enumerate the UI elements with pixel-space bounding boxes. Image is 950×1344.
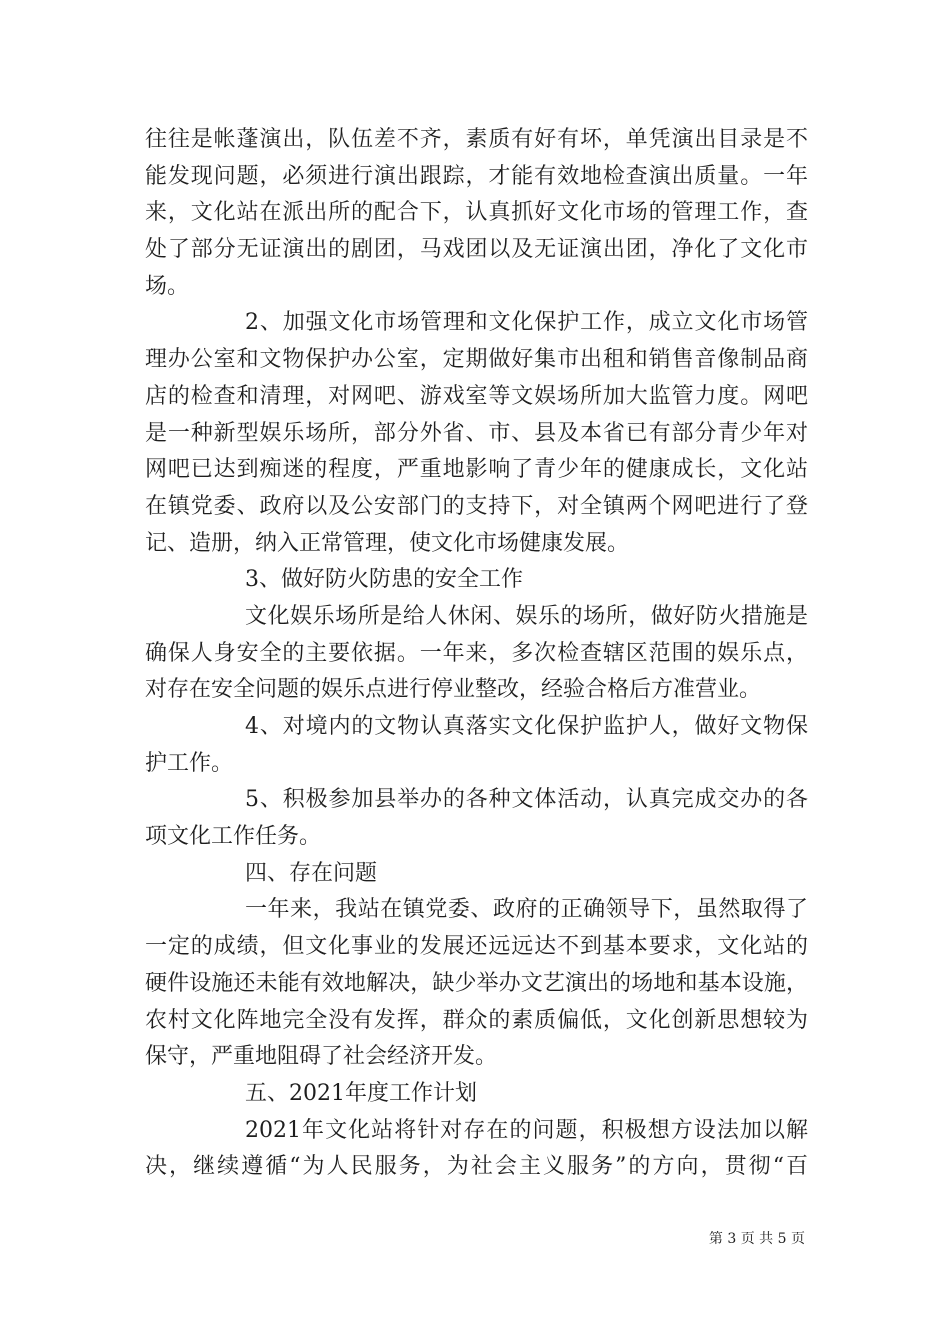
document-body: [145, 122, 808, 1186]
text-line: 2021年文化站将针对存在的问题，积极想方设法加以解: [245, 1117, 808, 1143]
text-line: 确保人身安全的主要依据。一年来，多次检查辖区范围的娱乐点，: [145, 640, 808, 666]
section-item-3-heading: 3、做好防火防患的安全工作: [245, 567, 523, 593]
text-line: 能发现问题，必须进行演出跟踪，才能有效地检查演出质量。一年: [145, 163, 808, 189]
text-line: 店的检查和清理，对网吧、游戏室等文娱场所加大监管力度。网吧: [145, 383, 808, 409]
text-line: 来，文化站在派出所的配合下，认真抓好文化市场的管理工作，查: [145, 200, 808, 226]
text-line: 理办公室和文物保护办公室，定期做好集市出租和销售音像制品商: [145, 347, 808, 373]
text-line: 场。: [145, 273, 190, 299]
text-line: 项文化工作任务。: [145, 824, 322, 850]
text-line: 往往是帐蓬演出，队伍差不齐，素质有好有坏，单凭演出目录是不: [145, 127, 808, 152]
text-line: 护工作。: [145, 750, 234, 776]
section-heading-issues: 四、存在问题: [245, 860, 378, 886]
text-line: 是一种新型娱乐场所，部分外省、市、县及本省已有部分青少年对: [145, 420, 808, 446]
text-line: 硬件设施还未能有效地解决，缺少举办文艺演出的场地和基本设施，: [145, 970, 808, 996]
text-line: 网吧已达到痴迷的程度，严重地影响了青少年的健康成长，文化站: [145, 457, 808, 483]
text-line: 决，继续遵循“为人民服务，为社会主义服务”的方向，贯彻“百: [145, 1154, 808, 1180]
text-line: 处了部分无证演出的剧团，马戏团以及无证演出团，净化了文化市: [145, 237, 808, 263]
page-number-footer: 第 3 页 共 5 页: [708, 1231, 805, 1247]
text-line: 对存在安全问题的娱乐点进行停业整改，经验合格后方准营业。: [145, 677, 762, 703]
section-item-4: 4、对境内的文物认真落实文化保护监护人，做好文物保: [245, 714, 808, 739]
text-line: 保守，严重地阻碍了社会经济开发。: [145, 1044, 498, 1070]
text-line: 农村文化阵地完全没有发挥，群众的素质偏低，文化创新思想较为: [145, 1007, 808, 1033]
text-line: 一年来，我站在镇党委、政府的正确领导下，虽然取得了: [245, 897, 808, 923]
section-item-5: 5、积极参加县举办的各种文体活动，认真完成交办的各: [245, 787, 808, 813]
text-line: 记、造册，纳入正常管理，使文化市场健康发展。: [145, 530, 630, 556]
text-line: 在镇党委、政府以及公安部门的支持下，对全镇两个网吧进行了登: [145, 493, 808, 519]
text-line: 文化娱乐场所是给人休闲、娱乐的场所，做好防火措施是: [245, 603, 808, 629]
text-line: 一定的成绩，但文化事业的发展还远远达不到基本要求，文化站的: [145, 934, 808, 960]
section-heading-plan: 五、2021年度工作计划: [245, 1080, 477, 1106]
section-item-2: 2、加强文化市场管理和文化保护工作，成立文化市场管: [245, 310, 808, 336]
